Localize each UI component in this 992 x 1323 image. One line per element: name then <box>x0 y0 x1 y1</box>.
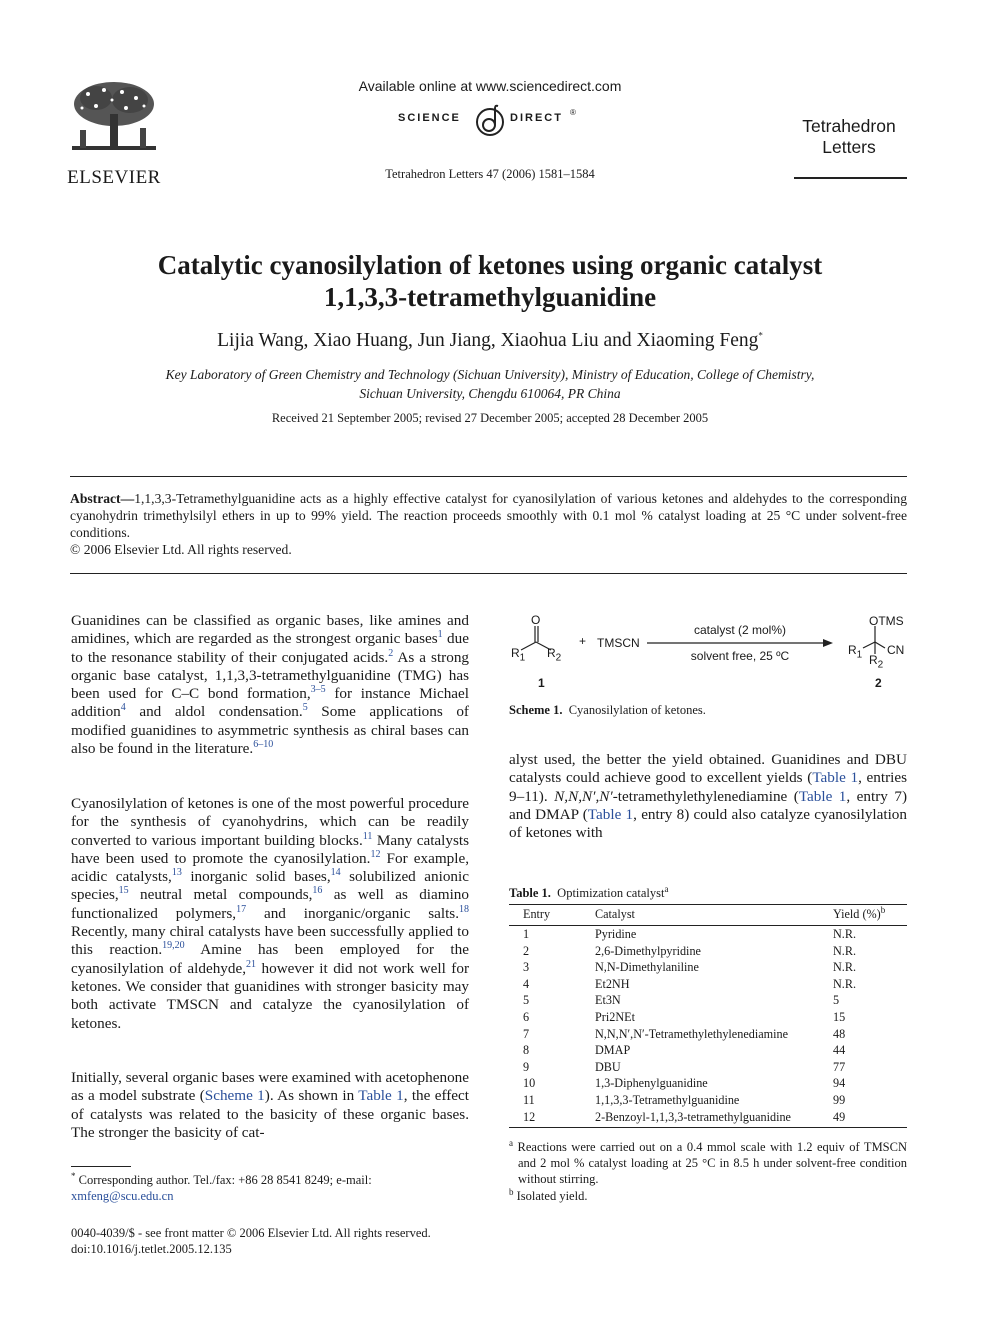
table-row <box>509 959 907 976</box>
table-1-link[interactable]: Table 1 <box>587 805 634 823</box>
available-online-text: Available online at www.sciencedirect.com <box>358 78 622 94</box>
header-yield-mark: b <box>880 904 886 915</box>
text-run: neutral metal compounds, <box>128 886 313 904</box>
compound-1-label: 1 <box>538 676 545 690</box>
table-1-link[interactable]: Table 1 <box>358 1087 404 1105</box>
cell-yield: 77 <box>833 1059 846 1074</box>
compound-2-label: 2 <box>875 676 882 690</box>
r2-subscript: 2 <box>555 652 562 664</box>
header-yield <box>833 905 907 926</box>
cell-catalyst: Et2NH <box>595 976 630 991</box>
cell-entry: 8 <box>523 1043 530 1058</box>
abstract-copyright: © 2006 Elsevier Ltd. All rights reserved. <box>70 542 292 557</box>
scheme-1-figure <box>505 610 910 694</box>
abstract-label: Abstract <box>70 491 121 506</box>
footnote-text: Corresponding author. Tel./fax: +86 28 8541 8249; e-mail: <box>78 1173 372 1187</box>
r1-letter: R <box>848 643 857 657</box>
cell-entry: 3 <box>523 960 530 975</box>
product-cn-bond <box>875 642 885 648</box>
cell-catalyst: DMAP <box>595 1043 631 1058</box>
abstract-bottom-rule <box>70 573 907 574</box>
citation-ref[interactable]: 17 <box>236 903 247 915</box>
author-list <box>60 330 920 352</box>
table-1-link[interactable]: Table 1 <box>812 769 859 787</box>
sd-right-text: DIRECT <box>510 112 563 124</box>
table-row <box>509 1042 907 1059</box>
cell-yield: 48 <box>833 1026 846 1041</box>
header-entry <box>509 905 595 926</box>
text-run: Cyanosilylation of ketones is one of the most powerful procedure for the synthesis of cyanohydrins, which can be readily converted to various important building blocks. <box>71 795 469 849</box>
arrow-condition-below: solvent free, 25 ºC <box>690 649 790 663</box>
citation-ref[interactable]: 16 <box>312 885 323 897</box>
table-caption-mark: a <box>664 883 669 894</box>
affiliation-line2: Sichuan University, Chengdu 610064, PR China <box>359 386 621 401</box>
cell-entry: 1 <box>523 927 530 941</box>
footnote-a-text: Reactions were carried out on a 0.4 mmol scale with 1.2 equiv of TMSCN and 2 mol % catalyst loading at 25 °C in 8.5 h under solvent-free condition without stirring. <box>517 1140 907 1186</box>
article-title-line1: Catalytic cyanosilylation of ketones using organic catalyst <box>157 250 823 280</box>
sciencedirect-logo <box>398 104 598 138</box>
affiliation-line1: Key Laboratory of Green Chemistry and Technology (Sichuan University), Ministry of Education, College of Chemistry, <box>165 367 815 382</box>
text-run: , entry 7) and DMAP ( <box>509 787 908 823</box>
cell-yield: N.R. <box>833 927 857 941</box>
scheme-caption-text: Cyanosilylation of ketones. <box>568 703 706 717</box>
text-run: due to the resonance stability of their conjugated acids. <box>71 630 469 666</box>
text-run: , the effect of catalysts was related to the basicity of these organic bases. The stronger the basicity of cat- <box>71 1087 470 1141</box>
text-run: Guanidines can be classified as organic bases, like amines and amidines, which are regarded as the strongest organic bases <box>71 612 469 648</box>
text-run: as well as diamino functionalized polymers, <box>71 886 469 922</box>
cell-catalyst: N,N-Dimethylaniline <box>595 960 699 975</box>
ketone-oxygen: O <box>531 613 541 627</box>
table-header-row <box>509 905 907 926</box>
text-run: Many catalysts have been used to promote the cyanosilylation. <box>71 831 470 867</box>
r1-subscript: 1 <box>856 649 863 661</box>
table-row <box>509 992 907 1009</box>
table-row <box>509 926 907 943</box>
intro-paragraph-1 <box>71 612 469 758</box>
citation-ref[interactable]: 6–10 <box>253 739 274 751</box>
text-run: and aldol condensation. <box>125 703 303 721</box>
text-run: and inorganic/organic salts. <box>246 904 459 922</box>
table-caption-title: Optimization catalyst <box>557 886 665 900</box>
article-title <box>60 249 920 313</box>
abstract-top-rule <box>70 476 907 477</box>
cell-yield: N.R. <box>833 976 857 991</box>
product-r2-label <box>869 653 884 671</box>
journal-name-rule <box>794 177 907 179</box>
citation-ref[interactable]: 13 <box>171 867 182 879</box>
affiliation <box>60 365 920 403</box>
text-run: ). As shown in <box>264 1087 359 1105</box>
product-cn: CN <box>887 643 905 657</box>
table-row <box>509 1026 907 1043</box>
text-run-italic: N,N,N′,N′ <box>554 787 613 805</box>
cell-yield: N.R. <box>833 960 857 975</box>
table-row <box>509 1075 907 1092</box>
product-r1-label <box>848 643 863 661</box>
publisher-name: ELSEVIER <box>67 167 161 188</box>
header-text: Entry <box>523 907 551 921</box>
cell-catalyst: N,N,N′,N′-Tetramethylethylenediamine <box>595 1026 788 1041</box>
journal-name-line1: Tetrahedron <box>802 116 896 136</box>
header-text: Yield (%) <box>833 907 881 921</box>
issn-line: 0040-4039/$ - see front matter © 2006 Elsevier Ltd. All rights reserved. <box>71 1226 431 1240</box>
table-row <box>509 1092 907 1109</box>
footnote-mark: * <box>71 1170 76 1181</box>
elsevier-tree-icon <box>66 78 162 160</box>
r1-subscript: 1 <box>519 652 526 664</box>
sciencedirect-d-icon <box>474 104 506 138</box>
cell-entry: 6 <box>523 1009 530 1024</box>
footnote-rule <box>71 1166 131 1167</box>
r2-letter: R <box>869 653 878 667</box>
abstract <box>70 490 907 558</box>
citation-ref[interactable]: 19,20 <box>162 940 185 952</box>
r1-letter: R <box>511 646 520 660</box>
text-run: -tetramethylethylenediamine ( <box>612 787 799 805</box>
text-run: inorganic solid bases, <box>181 868 331 886</box>
header-text: Catalyst <box>595 907 635 921</box>
ketone-r2-label <box>547 646 562 664</box>
table-1-footnote-a <box>509 1139 907 1187</box>
footnote-b-mark: b <box>509 1186 514 1197</box>
right-column-paragraph <box>509 751 907 842</box>
sd-left-text: SCIENCE <box>398 112 461 124</box>
journal-citation: Tetrahedron Letters 47 (2006) 1581–1584 <box>385 167 595 181</box>
ketone-r1-label <box>511 646 526 664</box>
scheme-1-link[interactable]: Scheme 1 <box>204 1087 265 1105</box>
text-run: For example, acidic catalysts, <box>71 849 470 886</box>
abstract-text: 1,1,3,3-Tetramethylguanidine acts as a highly effective catalyst for cyanosilylation of various ketones and aldehydes to the corresponding cyanohydrin trimethylsilyl ethers in up to 99% yield. The reaction proceeds smoothly with 0.1 mol % catalyst loading at 25 °C under solvent-free conditions. <box>70 491 907 540</box>
cell-catalyst: Pri2NEt <box>595 1009 635 1024</box>
scheme-caption-label: Scheme 1. <box>509 703 563 717</box>
cell-catalyst: 2,6-Dimethylpyridine <box>595 943 701 958</box>
cell-yield: N.R. <box>833 943 857 958</box>
corresponding-author-mark: * <box>758 330 763 341</box>
table-body <box>509 926 907 1126</box>
arrow-condition-above: catalyst (2 mol%) <box>693 623 787 637</box>
email-link[interactable]: xmfeng@scu.edu.cn <box>71 1189 174 1203</box>
cell-catalyst: 1,3-Diphenylguanidine <box>595 1076 708 1091</box>
cell-yield: 94 <box>833 1076 846 1091</box>
article-title-line2: 1,1,3,3-tetramethylguanidine <box>323 282 657 312</box>
table-row <box>509 976 907 993</box>
table-1-link[interactable]: Table 1 <box>798 787 847 805</box>
cell-entry: 9 <box>523 1059 530 1074</box>
citation-ref[interactable]: 5 <box>302 702 308 714</box>
product-otms: OTMS <box>869 614 904 628</box>
text-run: Some applications of modified guanidines to asymmetric synthesis as chiral bases can also be found in the literature. <box>71 703 469 758</box>
text-run: , entry 8) could also catalyze cyanosilylation of ketones with <box>509 805 907 842</box>
table-caption-label: Table 1. <box>509 886 551 900</box>
cell-entry: 10 <box>523 1076 536 1091</box>
cell-entry: 4 <box>523 976 530 991</box>
citation-ref[interactable]: 14 <box>330 867 341 879</box>
footnote-b-text: Isolated yield. <box>516 1189 588 1203</box>
text-run: As a strong organic base catalyst, 1,1,3,3-tetramethylguanidine (TMG) has been used for C–C bond formation, <box>71 648 470 703</box>
cell-catalyst: 2-Benzoyl-1,1,3,3-tetramethylguanidine <box>595 1109 791 1124</box>
front-matter <box>71 1225 501 1257</box>
table-1-grid <box>509 904 907 1125</box>
cell-entry: 7 <box>523 1026 530 1041</box>
cell-yield: 49 <box>833 1109 846 1124</box>
table-bottom-rule <box>509 1127 907 1128</box>
abstract-dash: — <box>120 491 135 506</box>
cell-yield: 15 <box>833 1009 846 1024</box>
text-run: Recently, many chiral catalysts have been successfully applied to this reaction. <box>71 923 469 959</box>
tmscn-reagent: TMSCN <box>597 636 640 650</box>
authors-text: Lijia Wang, Xiao Huang, Jun Jiang, Xiaohua Liu and Xiaoming Feng <box>217 330 759 351</box>
table-row <box>509 943 907 960</box>
citation-ref[interactable]: 11 <box>362 830 373 842</box>
table-row <box>509 1109 907 1126</box>
citation-ref[interactable]: 3–5 <box>310 684 326 696</box>
journal-name <box>790 116 908 158</box>
citation-ref[interactable]: 18 <box>459 903 469 915</box>
table-1-caption <box>509 883 669 901</box>
text-run: for instance Michael addition <box>71 685 469 721</box>
journal-name-line2: Letters <box>822 137 876 157</box>
elsevier-logo <box>66 78 162 188</box>
scheme-1-caption <box>509 703 706 718</box>
cell-yield: 44 <box>833 1043 846 1058</box>
citation-ref[interactable]: 12 <box>370 848 381 860</box>
text-run: however it did not work well for ketones. We consider that guanidines with stronger basicity may both activate TMSCN and catalyze the cyanosilylation of ketones. <box>71 959 469 1032</box>
cell-catalyst: Et3N <box>595 993 621 1008</box>
text-run: Initially, several organic bases were examined with acetophenone as a model substrate ( <box>71 1069 469 1105</box>
footnote-a-mark: a <box>509 1137 513 1148</box>
table-row <box>509 1059 907 1076</box>
doi-line: doi:10.1016/j.tetlet.2005.12.135 <box>71 1242 232 1256</box>
r2-subscript: 2 <box>877 659 884 671</box>
citation-ref[interactable]: 15 <box>118 885 129 897</box>
article-dates: Received 21 September 2005; revised 27 December 2005; accepted 28 December 2005 <box>271 411 709 425</box>
cell-catalyst: 1,1,3,3-Tetramethylguanidine <box>595 1092 740 1107</box>
plus-sign: + <box>579 634 587 648</box>
text-run: , entries 9–11). <box>509 769 908 805</box>
table-1 <box>509 904 907 1128</box>
text-run: Amine has been employed for the cyanosilylation of aldehyde, <box>71 941 469 977</box>
r2-letter: R <box>547 646 556 660</box>
table-1-footnote-b <box>509 1186 588 1204</box>
citation-ref[interactable]: 1 <box>437 629 443 641</box>
product-r1-bond <box>863 642 875 648</box>
citation-ref[interactable]: 4 <box>120 702 126 714</box>
cell-catalyst: Pyridine <box>595 927 637 941</box>
cell-entry: 11 <box>523 1092 535 1107</box>
intro-paragraph-2 <box>71 795 469 1033</box>
reaction-arrow-head <box>823 639 833 647</box>
cell-entry: 12 <box>523 1109 536 1124</box>
text-run: solubilized anionic species, <box>71 868 469 904</box>
cell-catalyst: DBU <box>595 1059 621 1074</box>
sd-registered-mark: ® <box>570 108 576 117</box>
text-run: alyst used, the better the yield obtained. Guanidines and DBU catalysts could achieve good to excellent yields ( <box>509 751 907 787</box>
corresponding-author-footnote <box>71 1172 471 1204</box>
header-catalyst <box>595 905 833 926</box>
citation-ref[interactable]: 2 <box>388 647 394 659</box>
cell-yield: 99 <box>833 1092 846 1107</box>
citation-ref[interactable]: 21 <box>246 958 257 970</box>
cell-entry: 5 <box>523 993 530 1008</box>
cell-entry: 2 <box>523 943 530 958</box>
table-row <box>509 1009 907 1026</box>
cell-yield: 5 <box>833 993 840 1008</box>
intro-paragraph-3 <box>71 1069 469 1142</box>
